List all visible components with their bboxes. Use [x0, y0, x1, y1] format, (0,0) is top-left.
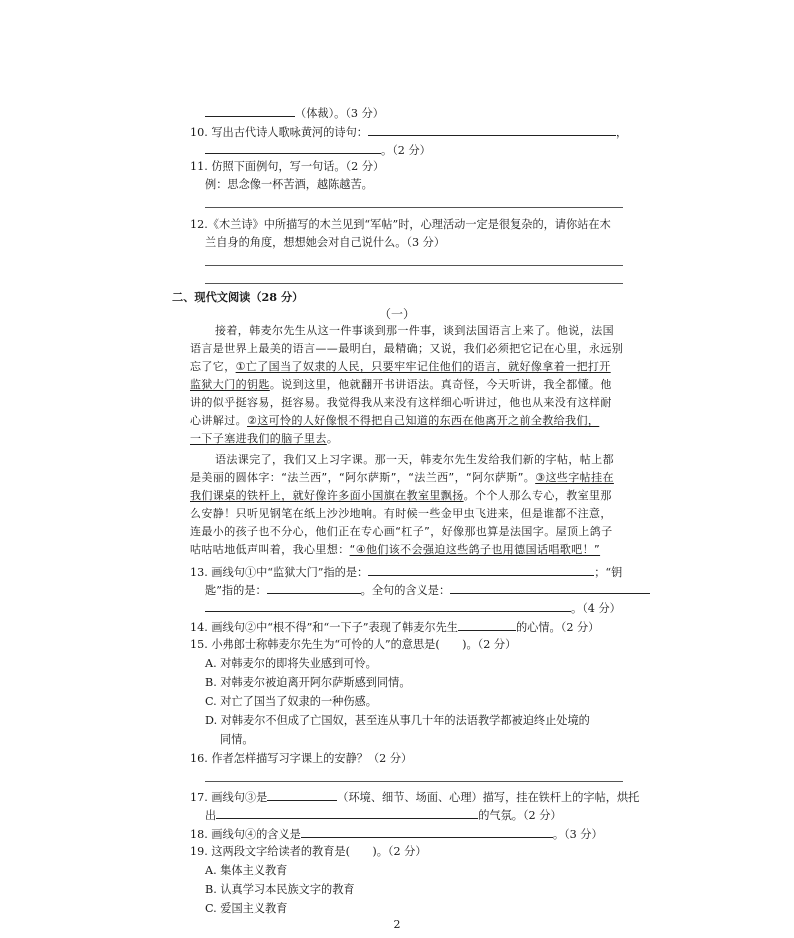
- answer-blank[interactable]: [301, 826, 553, 838]
- option-c[interactable]: C. 爱国主义教育: [205, 902, 288, 915]
- section-heading: 二、现代文阅读（28 分）: [172, 290, 304, 304]
- question-13-cont: 匙”指的是： 。全句的含义是：: [205, 582, 650, 598]
- answer-blank[interactable]: [205, 105, 295, 117]
- option-c[interactable]: C. 对亡了国当了奴隶的一种伤感。: [205, 695, 377, 708]
- answer-blank[interactable]: [267, 582, 361, 594]
- answer-blank[interactable]: [458, 619, 516, 631]
- question-10: 10. 写出古代诗人歌咏黄河的诗句： ，: [190, 126, 628, 139]
- question-15: 15. 小弗郎士称韩麦尔先生为“可怜的人”的意思是( )。（2 分）: [190, 638, 517, 651]
- passage-line: 语言是世界上最美的语言——最明白，最精确；又说，我们必须把它记在心里，永远别: [190, 342, 624, 355]
- underlined-sentence-2-end: 一下子塞进我们的脑子里去: [190, 432, 327, 445]
- question-19: 19. 这两段文字给读者的教育是( )。（2 分）: [190, 845, 427, 858]
- question-11-example: 例：思念像一杯苦酒，越陈越苦。: [205, 178, 373, 191]
- answer-blank[interactable]: [205, 142, 381, 154]
- passage-line: 连最小的孩子也不分心，他们正在专心画“杠子”，好像那也算是法国字。屋顶上鸽子: [190, 525, 613, 538]
- option-b[interactable]: B. 对韩麦尔被迫离开阿尔萨斯感到同情。: [205, 676, 411, 689]
- underlined-sentence-1: ①亡了国当了奴隶的人民，只要牢牢记住他们的语言，就好像拿着一把打开: [235, 360, 611, 373]
- question-17: 17. 画线句③是 （环境、细节、场面、心理）描写，挂在铁杆上的字帖，烘托: [190, 791, 640, 804]
- option-a[interactable]: A. 对韩麦尔的即将失业感到可怜。: [205, 657, 377, 670]
- q9-tail: （体裁）。（3 分）: [205, 105, 384, 121]
- passage-line: 讲的似乎挺容易，挺容易。我觉得我从来没有这样细心听讲过，他也从来没有这样耐: [190, 396, 612, 409]
- passage-line: 咕咕咕地低声叫着，我心里想：“④他们该不会强迫这些鸽子也用德国话唱歌吧！”: [190, 543, 601, 556]
- underlined-sentence-3-end: 我们课桌的铁杆上，就好像许多面小国旗在教室里飘扬: [190, 489, 464, 502]
- answer-blank[interactable]: [216, 807, 478, 819]
- question-11: 11. 仿照下面例句，写一句话。（2 分）: [190, 160, 385, 173]
- answer-blank[interactable]: [368, 564, 594, 576]
- underlined-sentence-4: “④他们该不会强迫这些鸽子也用德国话唱歌吧！”: [349, 543, 601, 556]
- option-b[interactable]: B. 认真学习本民族文字的教育: [205, 883, 355, 896]
- option-d[interactable]: D. 对韩麦尔不但成了亡国奴，甚至连从事几十年的法语教学都被迫终止处境的: [205, 714, 590, 727]
- passage-line: 忘了它，①亡了国当了奴隶的人民，只要牢牢记住他们的语言，就好像拿着一把打开: [190, 360, 611, 373]
- passage-line: 么安静！只听见钢笔在纸上沙沙地响。有时候一些金甲虫飞进来，但是谁都不注意，: [190, 507, 612, 520]
- answer-line[interactable]: [205, 265, 623, 266]
- question-10-cont: 。（2 分）: [205, 142, 431, 158]
- question-14: 14. 画线句②中“根不得”和“一下子”表现了韩麦尔先生 的心情。（2 分）: [190, 621, 600, 634]
- passage-line: 接着，韩麦尔先生从这一件事谈到那一件事，谈到法国语言上来了。他说，法国: [215, 324, 614, 337]
- passage-line: 心讲解过。②这可怜的人好像恨不得把自己知道的东西在他离开之前全教给我们，: [190, 414, 600, 427]
- answer-blank[interactable]: [267, 789, 337, 801]
- passage-line: 一下子塞进我们的脑子里去。: [190, 432, 339, 445]
- answer-blank[interactable]: [368, 124, 616, 136]
- answer-line[interactable]: [205, 781, 623, 782]
- question-16: 16. 作者怎样描写习字课上的安静？（2 分）: [190, 752, 413, 765]
- answer-blank[interactable]: [205, 600, 571, 612]
- answer-line[interactable]: [205, 283, 623, 284]
- passage-line: 语法课完了，我们又上习字课。那一天，韩麦尔先生发给我们新的字帖，帖上都: [215, 453, 614, 466]
- passage-line: 是美丽的圆体字：“法兰西”，“阿尔萨斯”，“法兰西”，“阿尔萨斯”。③这些字帖挂在: [190, 471, 614, 484]
- question-12-line2: 兰自身的角度，想想她会对自己说什么。（3 分）: [205, 236, 446, 249]
- question-12-line1: 12.《木兰诗》中所描写的木兰见到“军帖”时，心理活动一定是很复杂的，请你站在木: [190, 218, 611, 231]
- answer-blank[interactable]: [450, 582, 650, 594]
- question-13-cont2: 。（4 分）: [205, 600, 621, 616]
- question-18: 18. 画线句④的含义是 。（3 分）: [190, 828, 603, 841]
- page-number: 2: [393, 918, 401, 931]
- option-a[interactable]: A. 集体主义教育: [205, 864, 288, 877]
- underlined-sentence-1-end: 监狱大门的钥匙: [190, 378, 270, 391]
- underlined-sentence-3: ③这些字帖挂在: [535, 471, 614, 484]
- passage-line: 监狱大门的钥匙。说到这里，他就翻开书讲语法。真奇怪，今天听讲，我全都懂。他: [190, 378, 612, 391]
- question-17-cont: 出 的气氛。（2 分）: [205, 809, 562, 822]
- answer-line[interactable]: [205, 207, 623, 208]
- passage-line: 我们课桌的铁杆上，就好像许多面小国旗在教室里飘扬。个个人那么专心，教室里那: [190, 489, 612, 502]
- option-d-cont: 同情。: [220, 733, 254, 746]
- passage-title: （一）: [378, 307, 415, 321]
- underlined-sentence-2: ②这可怜的人好像恨不得把自己知道的东西在他离开之前全教给我们，: [247, 414, 600, 427]
- question-13: 13. 画线句①中“监狱大门”指的是： ；“钥: [190, 566, 623, 579]
